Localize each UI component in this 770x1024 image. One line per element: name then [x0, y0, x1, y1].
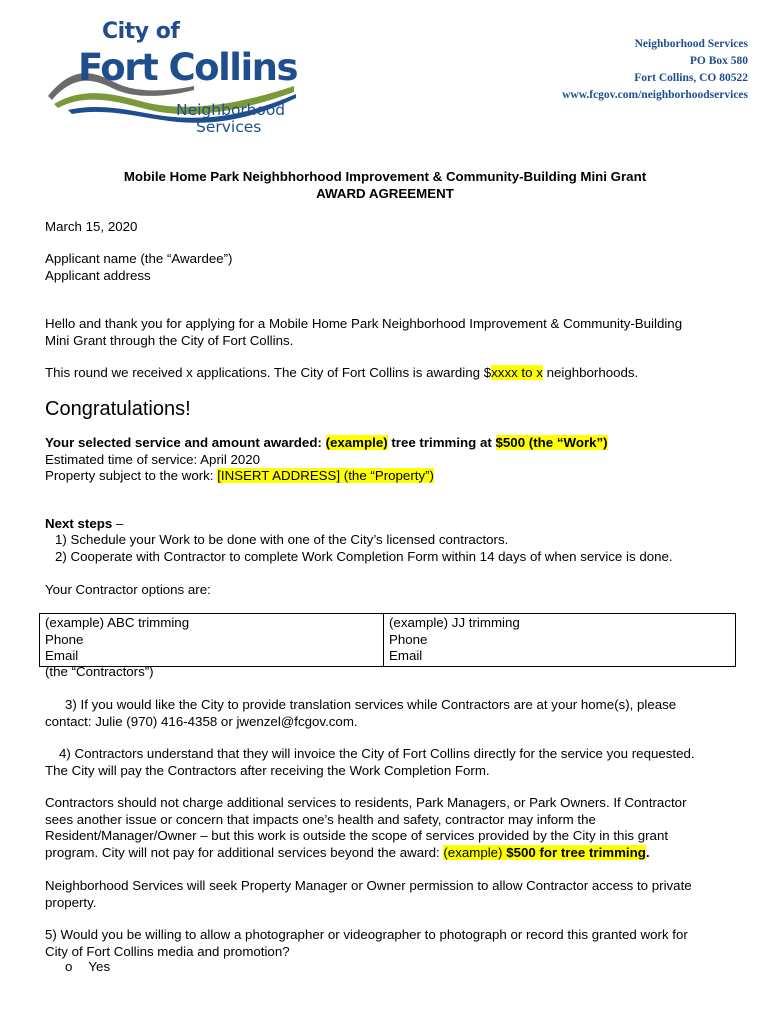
permission-line-2: property. — [45, 894, 97, 910]
property-label: Property subject to the work: — [45, 468, 218, 484]
additional-line-3: Resident/Manager/Owner – but this work is outside the scope of services provided by the City in this grant — [45, 828, 669, 844]
item-5-line-1: 5) Would you be willing to allow a photographer or videographer to photograph or record this granted work for — [45, 927, 688, 942]
item-4-invoice — [45, 746, 735, 779]
option-yes[interactable] — [65, 959, 110, 976]
item-5-line-2: City of Fort Collins media and promotion? — [45, 943, 290, 959]
header-website-link[interactable]: www.fcgov.com/neighborhoodservices — [562, 89, 748, 101]
applications-text-a: This round we received x applications. The City of Fort Collins is awarding $ — [45, 365, 492, 380]
contractor-options-intro: Your Contractor options are: — [45, 582, 211, 597]
header-city-state: Fort Collins, CO 80522 — [634, 72, 748, 84]
city-logo — [44, 19, 304, 136]
document-title — [0, 169, 770, 202]
bullet-icon: o — [65, 959, 73, 974]
table-row — [40, 614, 736, 667]
additional-line-2: sees another issue or concern that impacts one’s health and safety, contractor may inform the — [45, 811, 596, 827]
permission-line-1: Neighborhood Services will seek Property Manager or Owner permission to allow Contractor access to private — [45, 878, 692, 893]
logo-fort-collins: Fort Collins — [78, 46, 297, 89]
item-4-line-2: The City will pay the Contractors after receiving the Work Completion Form. — [45, 762, 490, 778]
contractor-2-name: (example) JJ trimming — [389, 615, 520, 630]
header-address — [562, 36, 748, 104]
contractors-note: (the “Contractors”) — [45, 664, 154, 679]
award-label: Your selected service and amount awarded: — [45, 435, 326, 450]
contractor-cell-2 — [384, 614, 736, 667]
additional-amount-highlight: $500 for tree trimming — [506, 844, 646, 860]
contractor-1-email: Email — [45, 648, 79, 664]
applications-text-b: neighborhoods. — [542, 365, 639, 380]
additional-line-4-text: program. City will not pay for additional services beyond the award: — [45, 844, 444, 860]
congratulations-heading: Congratulations! — [45, 398, 191, 420]
intro-line-1: Hello and thank you for applying for a Mobile Home Park Neighborhood Improvement & Community-Building — [45, 316, 683, 331]
award-line — [45, 435, 735, 452]
additional-example-highlight: (example) — [443, 844, 507, 860]
award-range-highlight: xxxx to x — [491, 365, 543, 380]
additional-services-paragraph — [45, 795, 735, 861]
list-item: 2) Cooperate with Contractor to complete Work Completion Form within 14 days of when service is done. — [55, 548, 673, 564]
applicant-name: Applicant name (the “Awardee”) — [45, 251, 233, 266]
next-steps-dash: – — [112, 516, 124, 531]
applicant-address: Applicant address — [45, 267, 151, 283]
additional-line-4 — [45, 845, 735, 862]
header-org: Neighborhood Services — [634, 38, 748, 50]
item-3-line-1: 3) If you would like the City to provide translation services while Contractors are at your home(s), please — [65, 697, 677, 712]
contractor-2-phone: Phone — [389, 631, 428, 647]
logo-services: Services — [196, 118, 262, 136]
intro-line-2: Mini Grant through the City of Fort Collins. — [45, 332, 294, 348]
permission-paragraph — [45, 878, 735, 911]
contractor-1-phone: Phone — [45, 631, 84, 647]
list-item: 1) Schedule your Work to be done with one of the City’s licensed contractors. — [55, 532, 509, 547]
award-amount-highlight: $500 (the “Work”) — [495, 435, 608, 450]
item-5-media — [45, 927, 735, 960]
header-po-box: PO Box 580 — [689, 55, 748, 67]
logo-neighborhood: Neighborhood — [176, 101, 286, 119]
award-block — [45, 435, 735, 485]
property-line — [45, 468, 735, 485]
next-steps-list — [55, 532, 745, 565]
title-line-2: AWARD AGREEMENT — [316, 185, 454, 201]
title-line-1: Mobile Home Park Neighbhorhood Improvement & Community-Building Mini Grant — [123, 169, 647, 184]
item-3-translation — [45, 697, 735, 730]
contractor-table — [39, 613, 736, 667]
award-mid: tree trimming at — [387, 435, 496, 450]
additional-line-4-end: . — [645, 844, 650, 860]
award-example-highlight: (example) — [325, 435, 388, 450]
contractor-1-name: (example) ABC trimming — [45, 615, 190, 630]
applications-paragraph — [45, 365, 735, 382]
applicant-block — [45, 251, 735, 284]
next-steps-heading — [45, 516, 735, 533]
intro-paragraph — [45, 316, 735, 349]
item-4-line-1: 4) Contractors understand that they will invoice the City of Fort Collins directly for the service you requested. — [59, 746, 695, 761]
item-3-line-2: contact: Julie (970) 416-4358 or jwenzel@fcgov.com. — [45, 713, 358, 729]
estimated-time: Estimated time of service: April 2020 — [45, 451, 261, 467]
next-steps-label: Next steps — [45, 516, 113, 531]
option-yes-label: Yes — [88, 959, 111, 974]
contractor-cell-1 — [40, 614, 384, 667]
logo-city-of: City of — [102, 19, 180, 44]
property-address-highlight: [INSERT ADDRESS] (the “Property”) — [217, 468, 434, 484]
contractor-2-email: Email — [389, 648, 423, 664]
additional-line-1: Contractors should not charge additional services to residents, Park Managers, or Park Owners. If Contractor — [45, 795, 687, 810]
date: March 15, 2020 — [45, 219, 138, 234]
